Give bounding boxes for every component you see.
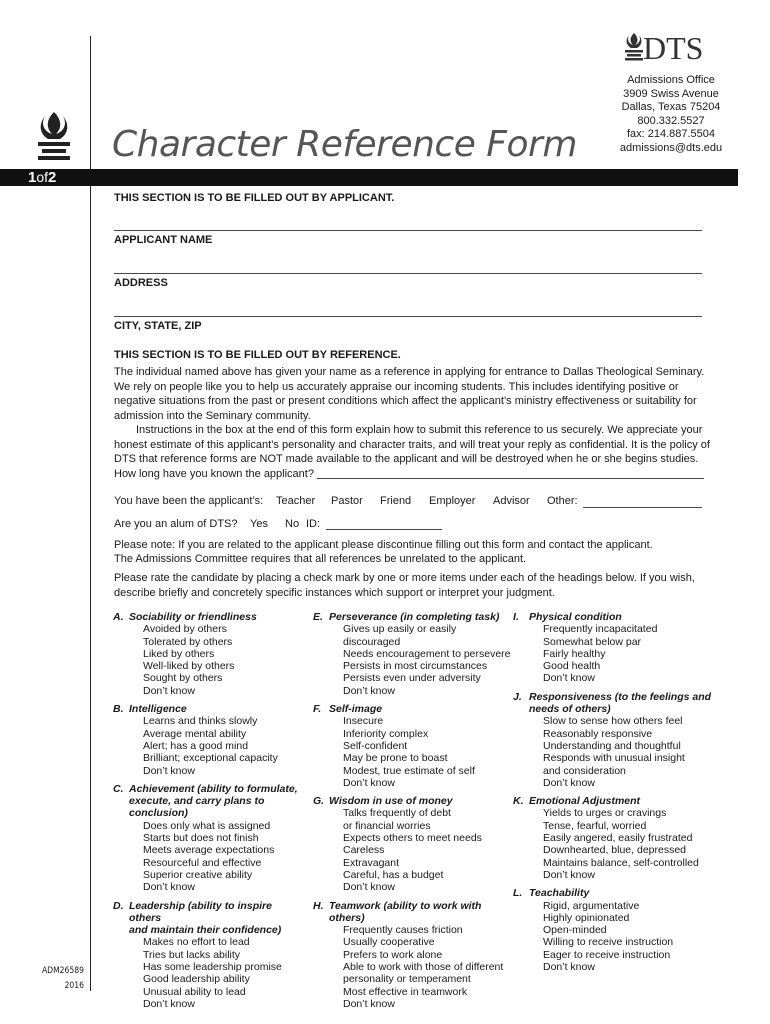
address-line-field[interactable]: [114, 273, 702, 274]
rating-group-heading: [313, 703, 513, 715]
rating-group-heading: [113, 611, 303, 623]
rating-group-letter: [513, 703, 529, 715]
rating-option[interactable]: Frequently incapacitated: [543, 623, 658, 636]
rating-group-title: Emotional Adjustment: [529, 795, 641, 808]
dts-logo-large-icon: [33, 111, 75, 163]
relationship-other[interactable]: Other:: [547, 495, 578, 507]
how-long-row: [114, 467, 704, 482]
address-line: 800.332.5527: [637, 114, 705, 127]
rating-option[interactable]: Resourceful and effective: [143, 856, 262, 869]
rating-group-letter: B.: [113, 703, 124, 716]
rating-group-title: Teamwork (ability to work with others): [329, 899, 482, 924]
rating-group-letter: H.: [313, 899, 324, 912]
rating-group-heading: [113, 924, 303, 936]
rating-group: [313, 900, 513, 1011]
rating-group: [513, 691, 713, 789]
address-line: admissions@dts.edu: [619, 141, 723, 154]
rating-option[interactable]: Don’t know: [143, 684, 195, 697]
rating-group: [313, 795, 513, 893]
rating-group-heading: [513, 611, 713, 623]
rating-option[interactable]: Don’t know: [143, 764, 195, 777]
rating-option[interactable]: Makes no effort to lead: [143, 936, 250, 949]
city-state-zip-label: CITY, STATE, ZIP: [114, 320, 202, 332]
rating-option[interactable]: Good health: [543, 660, 601, 673]
rating-option[interactable]: Highly opinionated: [543, 911, 630, 924]
rating-group-letter: G.: [313, 795, 325, 808]
rating-group: [513, 795, 713, 881]
rating-option[interactable]: Insecure: [343, 715, 384, 728]
rating-option[interactable]: Has some leadership promise: [143, 961, 282, 974]
rating-group: [113, 900, 303, 1011]
rating-group-letter: J.: [513, 690, 522, 703]
rating-group-title: Intelligence: [129, 703, 187, 716]
rating-option[interactable]: Don’t know: [343, 881, 395, 894]
form-code: ADM26589: [41, 966, 84, 976]
rating-option[interactable]: Don’t know: [143, 997, 195, 1010]
alum-no-option[interactable]: No: [285, 518, 300, 530]
applicant-section-heading: THIS SECTION IS TO BE FILLED OUT BY APPLICANT.: [114, 192, 395, 204]
rating-group-title: Teachability: [529, 887, 590, 900]
rating-group-heading: [513, 887, 713, 899]
rating-option[interactable]: Don’t know: [543, 961, 595, 974]
relationship-other-input[interactable]: [583, 507, 702, 508]
how-long-label: How long have you known the applicant?: [114, 468, 314, 480]
rating-option[interactable]: Average mental ability: [143, 727, 247, 740]
address-label: ADDRESS: [114, 277, 168, 289]
rating-group-title: needs of others): [529, 703, 611, 716]
rating-option[interactable]: Persists even under adversity: [343, 672, 481, 685]
rating-column-3: [513, 611, 713, 979]
rating-option[interactable]: Maintains balance, self-controlled: [543, 856, 699, 869]
rating-group-title: Leadership (ability to inspire others: [129, 899, 272, 924]
page-indicator: [28, 168, 56, 187]
rating-option[interactable]: Alert; has a good mind: [143, 739, 249, 752]
rating-column-2: [313, 611, 513, 1016]
rating-group-title: Physical condition: [529, 611, 622, 623]
rating-option[interactable]: Willing to receive instruction: [543, 936, 674, 949]
rating-option[interactable]: Easily angered, easily frustrated: [543, 832, 693, 845]
rating-group-title: Responsiveness (to the feelings and: [529, 690, 712, 703]
rating-group-title: Achievement (ability to formulate,: [129, 782, 298, 795]
rating-group-title: Sociability or friendliness: [129, 611, 257, 623]
rating-option[interactable]: Sought by others: [143, 672, 223, 685]
rating-option[interactable]: Talks frequently of debt: [343, 807, 451, 820]
reference-section-heading: THIS SECTION IS TO BE FILLED OUT BY REFERENCE.: [114, 349, 401, 361]
page-title: Character Reference Form: [112, 124, 577, 165]
rating-option[interactable]: Don’t know: [343, 776, 395, 789]
rating-option[interactable]: Tolerated by others: [143, 635, 233, 648]
rating-option[interactable]: Usually cooperative: [343, 936, 435, 949]
rating-option[interactable]: Extravagant: [343, 856, 400, 869]
rating-group-title: Self-image: [329, 703, 383, 716]
rating-option[interactable]: May be prone to boast: [343, 752, 448, 765]
rating-group-heading: [313, 900, 513, 925]
rating-group-letter: D.: [113, 899, 124, 912]
address-line: 3909 Swiss Avenue: [623, 87, 719, 100]
rating-option[interactable]: Slow to sense how others feel: [543, 715, 683, 728]
rating-group-heading: [113, 703, 303, 715]
rating-option[interactable]: Open-minded: [543, 924, 607, 937]
id-input[interactable]: [326, 529, 442, 530]
rating-option[interactable]: Prefers to work alone: [343, 948, 443, 961]
rating-group: [113, 703, 303, 777]
relationship-pastor[interactable]: Pastor: [331, 495, 363, 507]
page-current: 1: [28, 169, 37, 186]
rating-option[interactable]: Modest, true estimate of self: [343, 764, 475, 777]
rating-option[interactable]: Frequently causes friction: [343, 924, 463, 937]
rating-option[interactable]: Brilliant; exceptional capacity: [143, 752, 278, 765]
id-label: ID:: [306, 518, 321, 530]
rating-option[interactable]: Understanding and thoughtful: [543, 739, 681, 752]
rating-group-letter: A.: [113, 611, 124, 623]
rating-option[interactable]: Learns and thinks slowly: [143, 715, 258, 728]
rating-group-title: execute, and carry plans to conclusion): [129, 795, 265, 820]
relationship-teacher[interactable]: Teacher: [276, 495, 316, 507]
rating-option[interactable]: Avoided by others: [143, 623, 227, 636]
rating-group: [513, 611, 713, 685]
rating-option[interactable]: Tense, fearful, worried: [543, 819, 647, 832]
dts-logo-wordmark: DTS: [643, 30, 704, 66]
admissions-address: [596, 74, 746, 155]
rating-option[interactable]: Careful, has a budget: [343, 868, 444, 881]
page-total: 2: [48, 169, 57, 186]
rating-option[interactable]: personality or temperament: [343, 973, 471, 986]
applicant-name-line[interactable]: [114, 230, 702, 231]
rating-group-heading: [513, 795, 713, 807]
rating-option[interactable]: Meets average expectations: [143, 844, 275, 857]
address-line: Dallas, Texas 75204: [621, 101, 721, 113]
rating-option[interactable]: Good leadership ability: [143, 973, 250, 986]
rating-option[interactable]: Needs encouragement to persevere: [343, 647, 511, 660]
rating-option[interactable]: Responds with unusual insight: [543, 752, 685, 765]
rating-group-letter: [113, 795, 129, 820]
address-line: fax: 214.887.5504: [626, 128, 716, 140]
address-line: Admissions Office: [627, 74, 715, 86]
rating-group-heading: [113, 783, 303, 795]
rating-option[interactable]: Liked by others: [143, 647, 215, 660]
relationship-employer[interactable]: Employer: [429, 495, 476, 507]
rating-option[interactable]: Fairly healthy: [543, 647, 606, 660]
rating-group-heading: [313, 795, 513, 807]
rating-option[interactable]: Able to work with those of different: [343, 961, 504, 974]
rating-group-heading: [313, 611, 513, 623]
rating-option[interactable]: Don’t know: [543, 672, 595, 685]
rating-group: [113, 783, 303, 894]
rating-option[interactable]: Yields to urges or cravings: [543, 807, 667, 820]
rating-option[interactable]: Somewhat below par: [543, 635, 642, 648]
city-state-zip-line[interactable]: [114, 316, 702, 317]
rating-option[interactable]: Tries but lacks ability: [143, 948, 241, 961]
reference-intro-paragraph: The individual named above has given your name as a reference in applying for entrance to Dallas Theological Seminary. We rely on people like you to help us accurately appraise our incoming students. This includes identifying positive or negative situations from the past or present conditions which affect the applicant’s ministry effectiveness or suitability for admission into the Seminary community.: [114, 366, 705, 422]
rating-group-title: Perseverance (in completing task): [329, 611, 500, 623]
rating-option[interactable]: Does only what is assigned: [143, 819, 271, 832]
reference-instructions-paragraph: Instructions in the box at the end of this form explain how to submit this reference to us securely. We appreciate your honest estimate of this applicant’s personality and character traits, and will treat your reply as confidential. It is the policy of DTS that reference forms are NOT made available to the applicant and will be destroyed when he or she begins studies.: [114, 424, 710, 465]
related-note: Please note: If you are related to the applicant please discontinue filling out this form and contact the applicant.: [114, 539, 653, 551]
rating-group-title: Wisdom in use of money: [329, 795, 453, 808]
rating-option[interactable]: Superior creative ability: [143, 868, 253, 881]
rating-option[interactable]: Don’t know: [343, 684, 395, 697]
rating-group-title: and maintain their confidence): [129, 924, 282, 937]
rating-option[interactable]: or financial worries: [343, 819, 431, 832]
rating-group-letter: I.: [513, 611, 519, 623]
alum-label: Are you an alum of DTS?: [114, 518, 238, 530]
rating-group: [313, 703, 513, 789]
alum-yes-option[interactable]: Yes: [250, 518, 268, 530]
relationship-friend[interactable]: Friend: [380, 495, 412, 507]
rating-group: [513, 887, 713, 973]
rating-option[interactable]: Don’t know: [543, 776, 595, 789]
rating-option[interactable]: Careless: [343, 844, 385, 857]
rating-option[interactable]: Well-liked by others: [143, 660, 235, 673]
page-of: of: [36, 169, 49, 185]
rating-option[interactable]: Don’t know: [543, 868, 595, 881]
rating-group-letter: K.: [513, 795, 524, 808]
rating-option[interactable]: Unusual ability to lead: [143, 985, 246, 998]
rating-option[interactable]: Most effective in teamwork: [343, 985, 468, 998]
rating-group-letter: F.: [313, 703, 322, 716]
applicant-name-label: APPLICANT NAME: [114, 234, 213, 246]
unrelated-requirement: The Admissions Committee requires that all references be unrelated to the applicant.: [114, 553, 527, 565]
rating-option[interactable]: Eager to receive instruction: [543, 948, 671, 961]
rating-option[interactable]: Starts but does not finish: [143, 832, 259, 845]
form-year: 2016: [64, 981, 84, 991]
rating-instructions: Please rate the candidate by placing a check mark by one or more items under each of the headings below. If you wish, describe briefly and concretely specific instances which support or interpret your judgment.: [114, 572, 695, 599]
rating-column-1: [113, 611, 303, 1016]
rating-group-letter: E.: [313, 611, 323, 623]
rating-group-heading: [113, 900, 303, 925]
rating-option[interactable]: Gives up easily or easily discouraged: [343, 623, 457, 648]
rating-group: [113, 611, 303, 697]
rating-option[interactable]: Don’t know: [143, 881, 195, 894]
rating-option[interactable]: Rigid, argumentative: [543, 899, 640, 912]
rating-group: [313, 611, 513, 697]
rating-group-letter: [113, 924, 129, 936]
rating-option[interactable]: Persists in most circumstances: [343, 660, 488, 673]
rating-option[interactable]: and consideration: [543, 764, 626, 777]
header-bar: [0, 169, 738, 186]
rating-option[interactable]: Downhearted, blue, depressed: [543, 844, 687, 857]
rating-group-heading: [513, 691, 713, 703]
rating-group-heading: [113, 795, 303, 820]
rating-group-heading: [513, 703, 713, 715]
rating-option[interactable]: Expects others to meet needs: [343, 832, 482, 845]
relationship-advisor[interactable]: Advisor: [493, 495, 530, 507]
rating-group-letter: C.: [113, 782, 124, 795]
rating-option[interactable]: Self-confident: [343, 739, 408, 752]
rating-option[interactable]: Don’t know: [343, 997, 395, 1010]
relationship-label: You have been the applicant’s:: [114, 495, 264, 507]
rating-option[interactable]: Inferiority complex: [343, 727, 429, 740]
rating-option[interactable]: Reasonably responsive: [543, 727, 653, 740]
how-long-input[interactable]: [317, 467, 704, 479]
rating-group-letter: L.: [513, 887, 523, 900]
